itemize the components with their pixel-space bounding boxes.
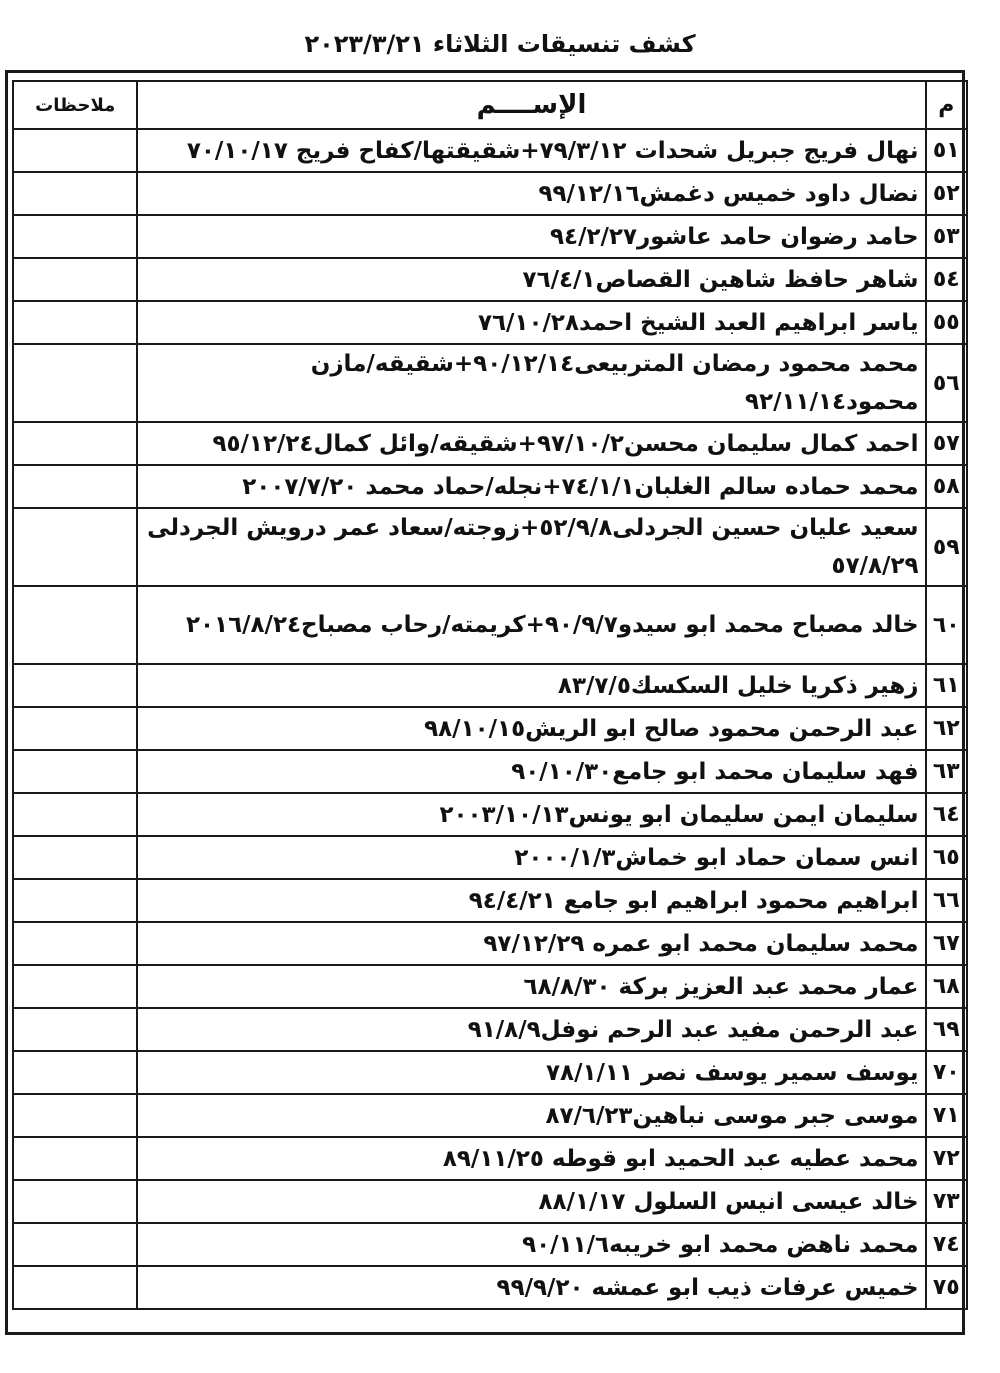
header-notes: ملاحظات [13,81,137,129]
row-notes [13,258,137,301]
row-name: ابراهيم محمود ابراهيم ابو جامع ٩٤/٤/٢١ [137,879,925,922]
row-number: ٥٣ [926,215,967,258]
row-number: ٥٧ [926,422,967,465]
row-name: خميس عرفات ذيب ابو عمشه ٩٩/٩/٢٠ [137,1266,925,1309]
row-notes [13,1094,137,1137]
row-name: انس سمان حماد ابو خماش٢٠٠٠/١/٣ [137,836,925,879]
table-body [13,129,967,1309]
table-row [13,1008,967,1051]
row-notes [13,750,137,793]
table-row [13,1094,967,1137]
row-notes [13,172,137,215]
row-number: ٧٢ [926,1137,967,1180]
row-name: ياسر ابراهيم العبد الشيخ احمد٧٦/١٠/٢٨ [137,301,925,344]
row-notes [13,301,137,344]
row-name: سعيد عليان حسين الجردلى٥٢/٩/٨+زوجته/سعاد عمر درويش الجردلى ٥٧/٨/٢٩ [137,508,925,586]
row-number: ٦١ [926,664,967,707]
table-row [13,922,967,965]
row-name: خالد عيسى انيس السلول ٨٨/١/١٧ [137,1180,925,1223]
row-notes [13,422,137,465]
table-row [13,750,967,793]
row-number: ٦٧ [926,922,967,965]
row-number: ٦٠ [926,586,967,664]
row-name: عبد الرحمن مفيد عبد الرحم نوفل٩١/٨/٩ [137,1008,925,1051]
table-row [13,422,967,465]
row-notes [13,707,137,750]
row-name: محمد حماده سالم الغلبان٧٤/١/١+نجله/حماد محمد ٢٠٠٧/٧/٢٠ [137,465,925,508]
table-row [13,258,967,301]
row-notes [13,508,137,586]
row-notes [13,836,137,879]
row-number: ٦٣ [926,750,967,793]
row-notes [13,1008,137,1051]
row-name: يوسف سمير يوسف نصر ٧٨/١/١١ [137,1051,925,1094]
row-notes [13,1223,137,1266]
row-name: خالد مصباح محمد ابو سيدو٩٠/٩/٧+كريمته/رحاب مصباح٢٠١٦/٨/٢٤ [137,586,925,664]
header-name: الإســــم [137,81,925,129]
row-name: نضال داود خميس دغمش٩٩/١٢/١٦ [137,172,925,215]
row-notes [13,586,137,664]
page-title: كشف تنسيقات الثلاثاء ٢٠٢٣/٣/٢١ [304,30,696,58]
row-number: ٧٥ [926,1266,967,1309]
table-row [13,836,967,879]
table-row [13,965,967,1008]
header-number: م [926,81,967,129]
row-number: ٦٢ [926,707,967,750]
row-notes [13,1266,137,1309]
row-notes [13,1051,137,1094]
row-number: ٧٣ [926,1180,967,1223]
table-row [13,1137,967,1180]
coordination-table [12,80,968,1310]
row-number: ٦٨ [926,965,967,1008]
table-row [13,707,967,750]
table-row [13,129,967,172]
row-name: عمار محمد عبد العزيز بركة ٦٨/٨/٣٠ [137,965,925,1008]
row-notes [13,922,137,965]
row-name: سليمان ايمن سليمان ابو يونس٢٠٠٣/١٠/١٣ [137,793,925,836]
row-name: حامد رضوان حامد عاشور٩٤/٢/٢٧ [137,215,925,258]
row-notes [13,215,137,258]
table-row [13,1223,967,1266]
row-notes [13,793,137,836]
table-row [13,879,967,922]
table-row [13,1051,967,1094]
row-number: ٥١ [926,129,967,172]
table-row [13,172,967,215]
row-notes [13,129,137,172]
row-number: ٥٦ [926,344,967,422]
row-name: محمد ناهض محمد ابو خريبه٩٠/١١/٦ [137,1223,925,1266]
row-number: ٥٢ [926,172,967,215]
row-notes [13,664,137,707]
row-notes [13,344,137,422]
row-number: ٦٥ [926,836,967,879]
row-number: ٥٤ [926,258,967,301]
table-row [13,508,967,586]
row-name: محمد سليمان محمد ابو عمره ٩٧/١٢/٢٩ [137,922,925,965]
row-name: زهير ذكريا خليل السكسك٨٣/٧/٥ [137,664,925,707]
row-name: فهد سليمان محمد ابو جامع٩٠/١٠/٣٠ [137,750,925,793]
table-header-row [13,81,967,129]
row-name: شاهر حافظ شاهين القصاص٧٦/٤/١ [137,258,925,301]
table-row [13,793,967,836]
row-name: عبد الرحمن محمود صالح ابو الريش٩٨/١٠/١٥ [137,707,925,750]
row-number: ٦٦ [926,879,967,922]
row-name: نهال فريج جبريل شحدات ٧٩/٣/١٢+شقيقتها/كفاح فريج ٧٠/١٠/١٧ [137,129,925,172]
row-name: محمد عطيه عبد الحميد ابو قوطه ٨٩/١١/٢٥ [137,1137,925,1180]
row-number: ٥٥ [926,301,967,344]
table-row [13,344,967,422]
row-number: ٦٩ [926,1008,967,1051]
row-name: احمد كمال سليمان محسن٩٧/١٠/٢+شقيقه/وائل كمال٩٥/١٢/٢٤ [137,422,925,465]
row-notes [13,965,137,1008]
row-number: ٧١ [926,1094,967,1137]
table-row [13,301,967,344]
row-name: محمد محمود رمضان المتربيعى٩٠/١٢/١٤+شقيقه/مازن محمود٩٢/١١/١٤ [137,344,925,422]
row-number: ٥٩ [926,508,967,586]
table-row [13,1266,967,1309]
row-number: ٧٠ [926,1051,967,1094]
row-number: ٥٨ [926,465,967,508]
row-notes [13,1180,137,1223]
row-number: ٧٤ [926,1223,967,1266]
table-row [13,586,967,664]
row-notes [13,1137,137,1180]
row-name: موسى جبر موسى نباهين٨٧/٦/٢٣ [137,1094,925,1137]
table-row [13,1180,967,1223]
table-row [13,215,967,258]
row-notes [13,465,137,508]
row-number: ٦٤ [926,793,967,836]
table-row [13,465,967,508]
row-notes [13,879,137,922]
table-row [13,664,967,707]
